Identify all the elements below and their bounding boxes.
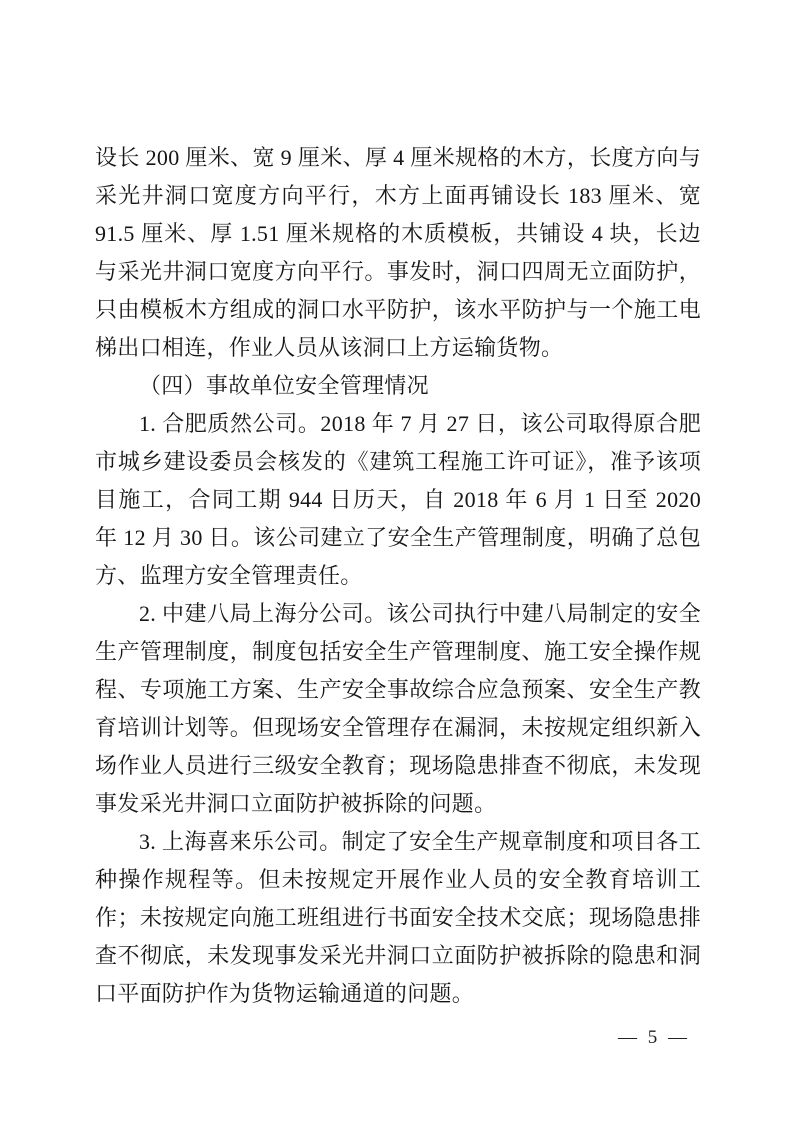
section-heading-safety-management: （四）事故单位安全管理情况 bbox=[139, 373, 429, 398]
paragraph-item-2-zhongjian-eighth-bureau: 2. 中建八局上海分公司。该公司执行中建八局制定的安全生产管理制度，制度包括安全生产管理制度、施工安全操作规程、专项施工方案、生产安全事故综合应急预案、安全生产教育培训计划等。但现场安全管理存在漏洞，未按规定组织新入场作业人员进行三级安全教育；现场隐患排查不彻底，未发现事发采光井洞口立面防护被拆除的问题。 bbox=[95, 601, 701, 816]
paragraph-lightwell-cover-description: 设长 200 厘米、宽 9 厘米、厚 4 厘米规格的木方，长度方向与采光井洞口宽度方向平行，木方上面再铺设长 183 厘米、宽 91.5 厘米、厚 1.51 厘米规格的木质模板，共铺设 4 块，长边与采光井洞口宽度方向平行。事发时，洞口四周无立面防护，只由模板木方组成的洞口水平防护，该水平防护与一个施工电梯出口相连，作业人员从该洞口上方运输货物。 bbox=[95, 145, 701, 360]
page-number: — 5 — bbox=[618, 1027, 690, 1048]
paragraph-item-1-hefei-zhiran: 1. 合肥质然公司。2018 年 7 月 27 日，该公司取得原合肥市城乡建设委员会核发的《建筑工程施工许可证》，准予该项目施工，合同工期 944 日历天，自 2018 年 6 月 1 日至 2020 年 12 月 30 日。该公司建立了安全生产管理制度，明确了总包方、监理方安全管理责任。 bbox=[95, 411, 701, 588]
paragraph-item-3-shanghai-xilaile: 3. 上海喜来乐公司。制定了安全生产规章制度和项目各工种操作规程等。但未按规定开展作业人员的安全教育培训工作；未按规定向施工班组进行书面安全技术交底；现场隐患排查不彻底，未发现事发采光井洞口立面防护被拆除的隐患和洞口平面防护作为货物运输通道的问题。 bbox=[95, 829, 701, 1006]
document-body bbox=[95, 139, 701, 1013]
